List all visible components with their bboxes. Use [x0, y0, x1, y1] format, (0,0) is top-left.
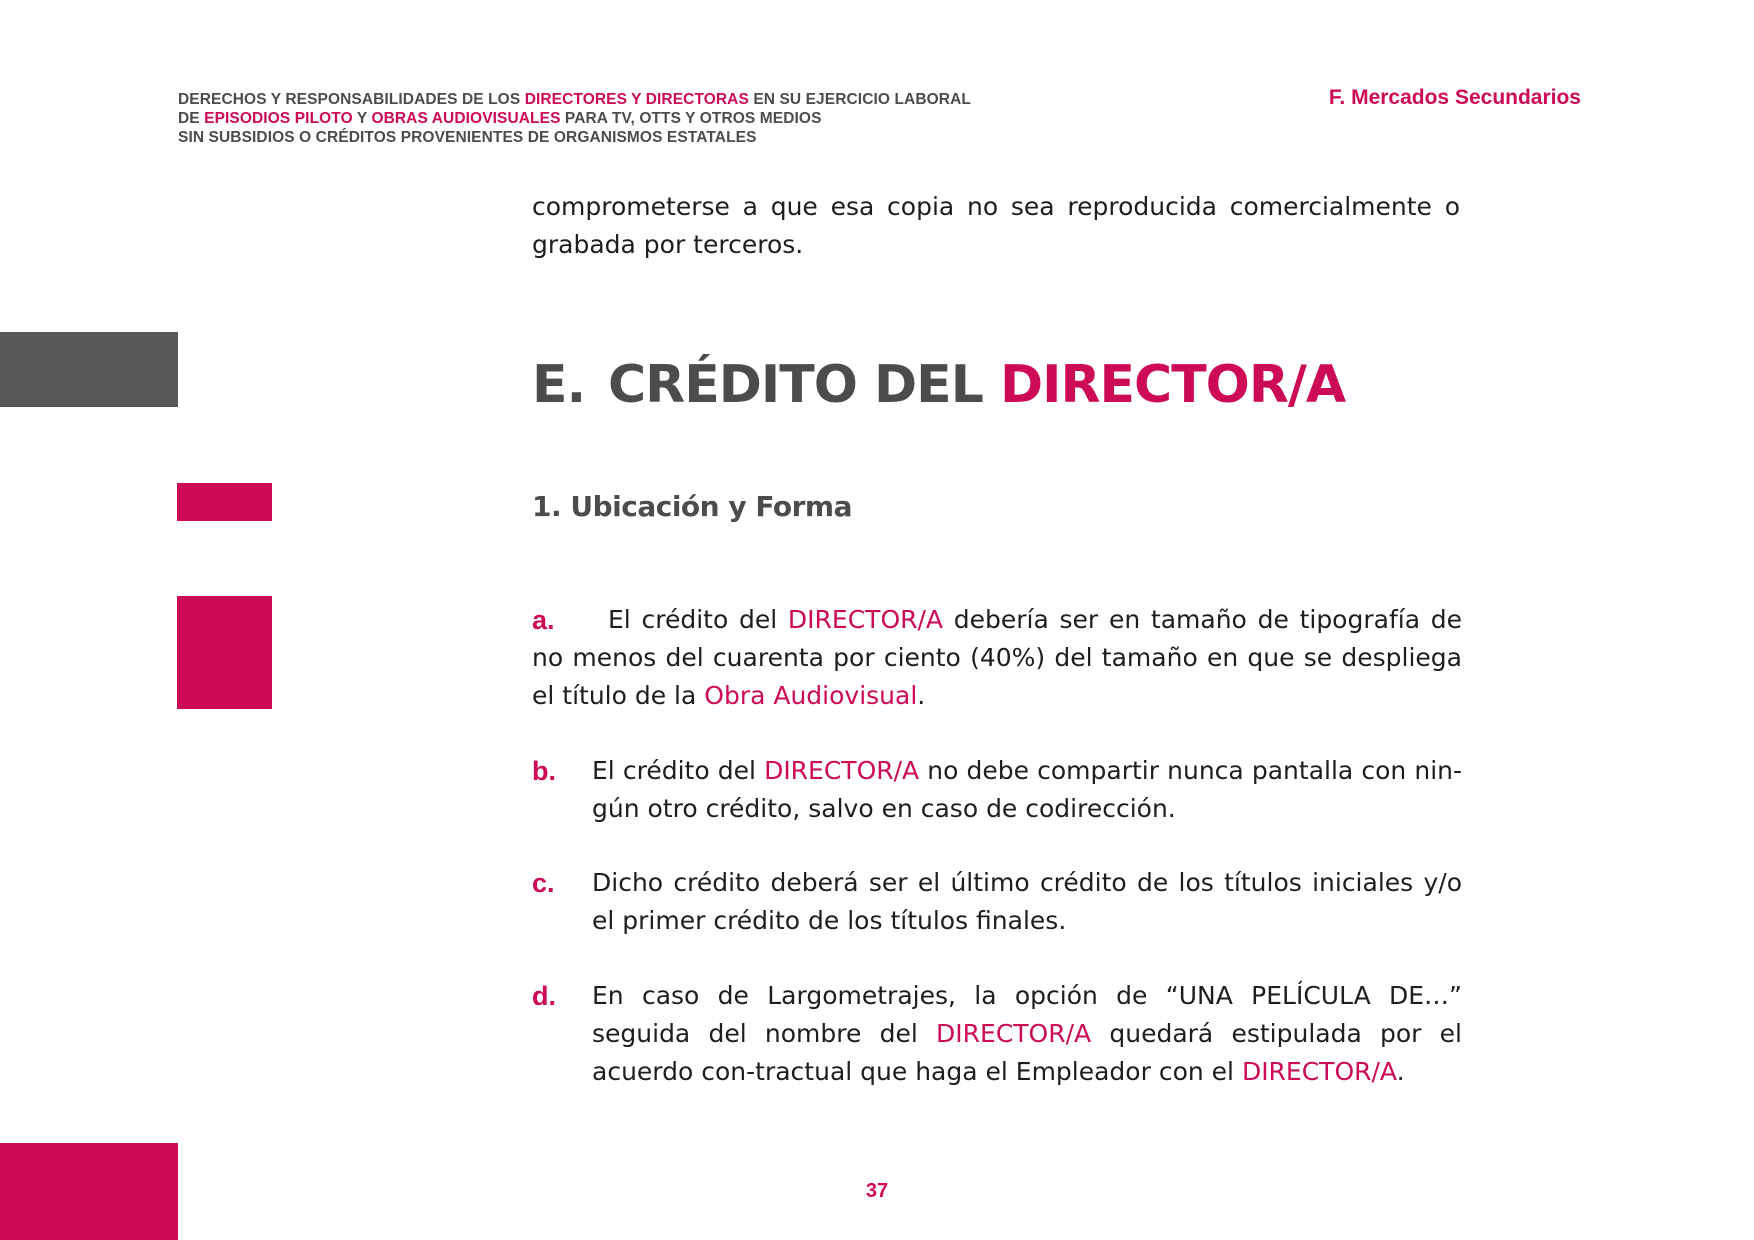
section-label: F. Mercados Secundarios: [1328, 86, 1581, 109]
list-item-b: [532, 752, 1462, 828]
section-letter: E.: [532, 355, 586, 415]
list-item-text: El crédito del DIRECTOR/A no debe compartir nunca pantalla con nin-gún otro crédito, salvo en caso de codirección.: [592, 756, 1463, 823]
list-item-text: El crédito del DIRECTOR/A debería ser en tamaño de tipografía de no menos del cuarenta por ciento (40%) del tamaño en que se despliega el título de la Obra Audiovisual.: [532, 605, 1463, 710]
subheading: 1. Ubicación y Forma: [532, 490, 852, 523]
list-item-c: [532, 864, 1462, 940]
list-marker: c.: [532, 868, 555, 898]
header-line-3: SIN SUBSIDIOS O CRÉDITOS PROVENIENTES DE ORGANISMOS ESTATALES: [178, 129, 757, 146]
list-item-text: Dicho crédito deberá ser el último crédito de los títulos iniciales y/o el primer crédito de los títulos finales.: [592, 868, 1462, 935]
header-line-2: DE EPISODIOS PILOTO Y OBRAS AUDIOVISUALES PARA TV, OTTS Y OTROS MEDIOS: [178, 110, 822, 127]
list-item-text: En caso de Largometrajes, la opción de “UNA PELÍCULA DE…” seguida del nombre del DIRECTOR/A quedará estipulada por el acuerdo con-tractual que haga el Empleador con el DIRECTOR/A.: [592, 981, 1463, 1086]
list-item-a: [532, 601, 1462, 715]
list-item-d: [532, 977, 1462, 1091]
header-line-1: DERECHOS Y RESPONSABILIDADES DE LOS DIRECTORES Y DIRECTORAS EN SU EJERCICIO LABORAL: [178, 91, 971, 108]
page-number: 37: [865, 1180, 889, 1202]
section-title: E. CRÉDITO DEL DIRECTOR/A: [532, 355, 1346, 415]
pink-medium-block: [177, 596, 272, 709]
list-marker: b.: [532, 756, 556, 786]
gray-side-block: [0, 332, 178, 407]
list-marker: a.: [532, 605, 555, 635]
intro-paragraph: comprometerse a que esa copia no sea reproducida comercialmente o grabada por terceros.: [532, 192, 1460, 259]
document-header: [178, 90, 971, 147]
list-marker: d.: [532, 981, 556, 1011]
pink-small-block: [177, 483, 272, 521]
